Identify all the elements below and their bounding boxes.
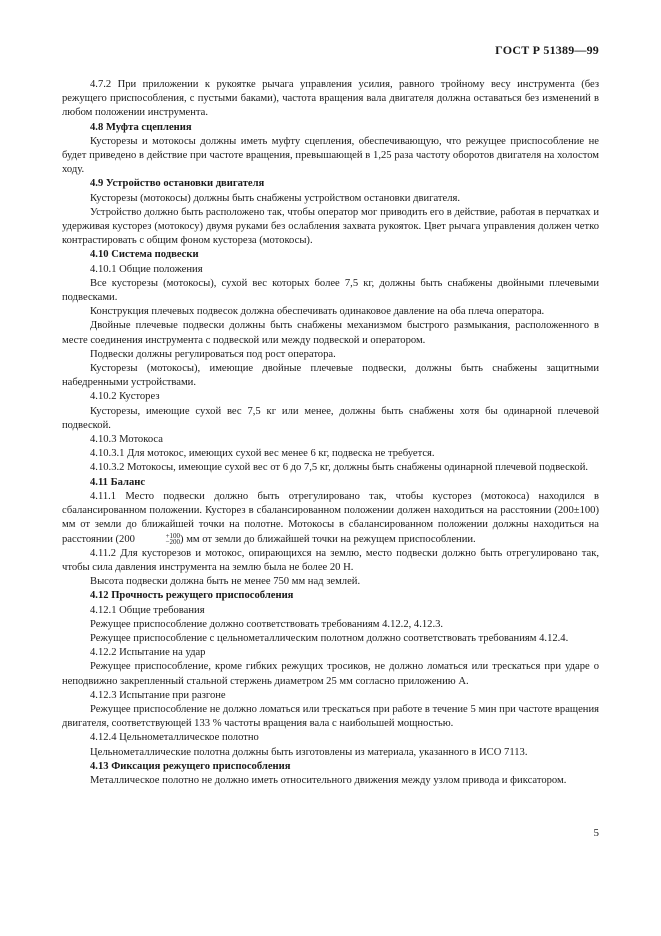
paragraph: Цельнометаллические полотна должны быть изготовлены из материала, указанного в ИСО 7113. <box>90 746 528 758</box>
section-heading: 4.13 Фиксация режущего приспособления <box>90 760 291 772</box>
paragraph: 4.7.2 При приложении к рукоятке рычага управления усилия, равного тройному весу инструмента (без режущего приспособления, с пустыми баками), частота вращения вала двигателя должна оставаться без изменений в любом положении инструмента. <box>62 79 599 119</box>
paragraph: Режущее приспособление должно соответствовать требованиям 4.12.2, 4.12.3. <box>90 618 444 630</box>
paragraph: 4.12.2 Испытание на удар <box>90 647 206 659</box>
paragraph: Кусторезы и мотокосы должны иметь муфту сцепления, обеспечивающую, что режущее приспособление не будет приведено в действие при частоте вращения, превышающей в 1,25 раза частоту оборотов двигателя на холостом ходу. <box>62 135 599 176</box>
paragraph: 4.11.2 Для кусторезов и мотокос, опирающихся на землю, место подвески должно быть отрегулировано так, чтобы сила давления инструмента на землю была не более 20 Н. <box>62 547 599 573</box>
paragraph: 4.12.3 Испытание при разгоне <box>90 689 226 701</box>
section-heading: 4.11 Баланс <box>90 476 146 488</box>
document-body <box>62 78 599 788</box>
paragraph: Кусторезы (мотокосы) должны быть снабжены устройством остановки двигателя. <box>90 192 461 204</box>
page-number: 5 <box>593 827 599 839</box>
paragraph: 4.10.3 Мотокоса <box>90 434 163 446</box>
tolerance-lower: −200 <box>165 538 181 547</box>
paragraph: Кусторезы, имеющие сухой вес 7,5 кг или менее, должны быть снабжены хотя бы одинарной плечевой подвеской. <box>62 405 599 431</box>
paragraph: 4.10.1 Общие положения <box>90 263 203 275</box>
section-heading: 4.12 Прочность режущего приспособления <box>90 590 294 602</box>
paragraph: Режущее приспособление не должно ломаться или трескаться при работе в течение 5 мин при частоте вращения двигателя, соответствующей 133 % частоты вращения вала с наибольшей мощностью. <box>62 703 599 730</box>
tolerance <box>138 533 180 545</box>
paragraph-text: ) мм от земли до ближайшей точки на режущем приспособлении. <box>180 533 476 545</box>
paragraph: 4.10.2 Кусторез <box>90 391 160 403</box>
paragraph: Конструкция плечевых подвесок должна обеспечивать одинаковое давление на оба плеча оператора. <box>90 306 545 318</box>
paragraph: Режущее приспособление с цельнометаллическим полотном должно соответствовать требованиям 4.12.4. <box>90 632 569 644</box>
tolerance-upper: +100 <box>165 532 181 541</box>
paragraph: Все кусторезы (мотокосы), сухой вес которых более 7,5 кг, должны быть снабжены двойными плечевыми подвесками. <box>62 277 599 304</box>
paragraph: Подвески должны регулироваться под рост оператора. <box>90 348 336 360</box>
paragraph: Высота подвески должна быть не менее 750 мм над землей. <box>90 576 361 588</box>
paragraph: 4.10.3.2 Мотокосы, имеющие сухой вес от 6 до 7,5 кг, должны быть снабжены одинарной плечевой подвеской. <box>90 462 589 474</box>
section-heading: 4.10 Система подвески <box>90 249 199 261</box>
paragraph: Двойные плечевые подвески должны быть снабжены механизмом быстрого размыкания, расположенного в месте соединения инструмента с подвеской или между подвеской и оператором. <box>62 320 599 346</box>
paragraph: Металлическое полотно не должно иметь относительного движения между узлом привода и фиксатором. <box>90 774 567 786</box>
paragraph: 4.10.3.1 Для мотокос, имеющих сухой вес менее 6 кг, подвеска не требуется. <box>90 448 435 460</box>
paragraph: 4.12.4 Цельнометаллическое полотно <box>90 732 259 744</box>
paragraph: 4.12.1 Общие требования <box>90 604 205 616</box>
paragraph: Кусторезы (мотокосы), имеющие двойные плечевые подвески, должны быть снабжены защитными набедренными устройствами. <box>62 363 599 389</box>
section-heading: 4.8 Муфта сцепления <box>90 121 192 133</box>
paragraph: Устройство должно быть расположено так, чтобы оператор мог приводить его в действие, работая в перчатках и удерживая кусторез (мотокосу) двумя руками без ослабления захвата рукояток. Цвет рычага управления должен четко контрастировать с общим фоном кустореза (мотокосы). <box>62 206 599 247</box>
section-heading: 4.9 Устройство остановки двигателя <box>90 178 265 190</box>
paragraph <box>62 490 599 547</box>
paragraph: Режущее приспособление, кроме гибких режущих тросиков, не должно ломаться или трескаться при ударе о неподвижно закрепленный стальной стержень диаметром 25 мм согласно приложению А. <box>62 661 599 687</box>
paragraph-text: 4.11.1 Место подвески должно быть отрегулировано так, чтобы кусторез (мотокоса) находился в сбалансированном положении. Кусторез в сбалансированном положении должен находиться на расстоянии (200±100) мм от земли до ближайшей точки на полотне. Мотокосы в сбалансированном положении должны находиться на расстоянии (200 <box>62 490 599 545</box>
standard-header: ГОСТ Р 51389—99 <box>495 43 599 57</box>
